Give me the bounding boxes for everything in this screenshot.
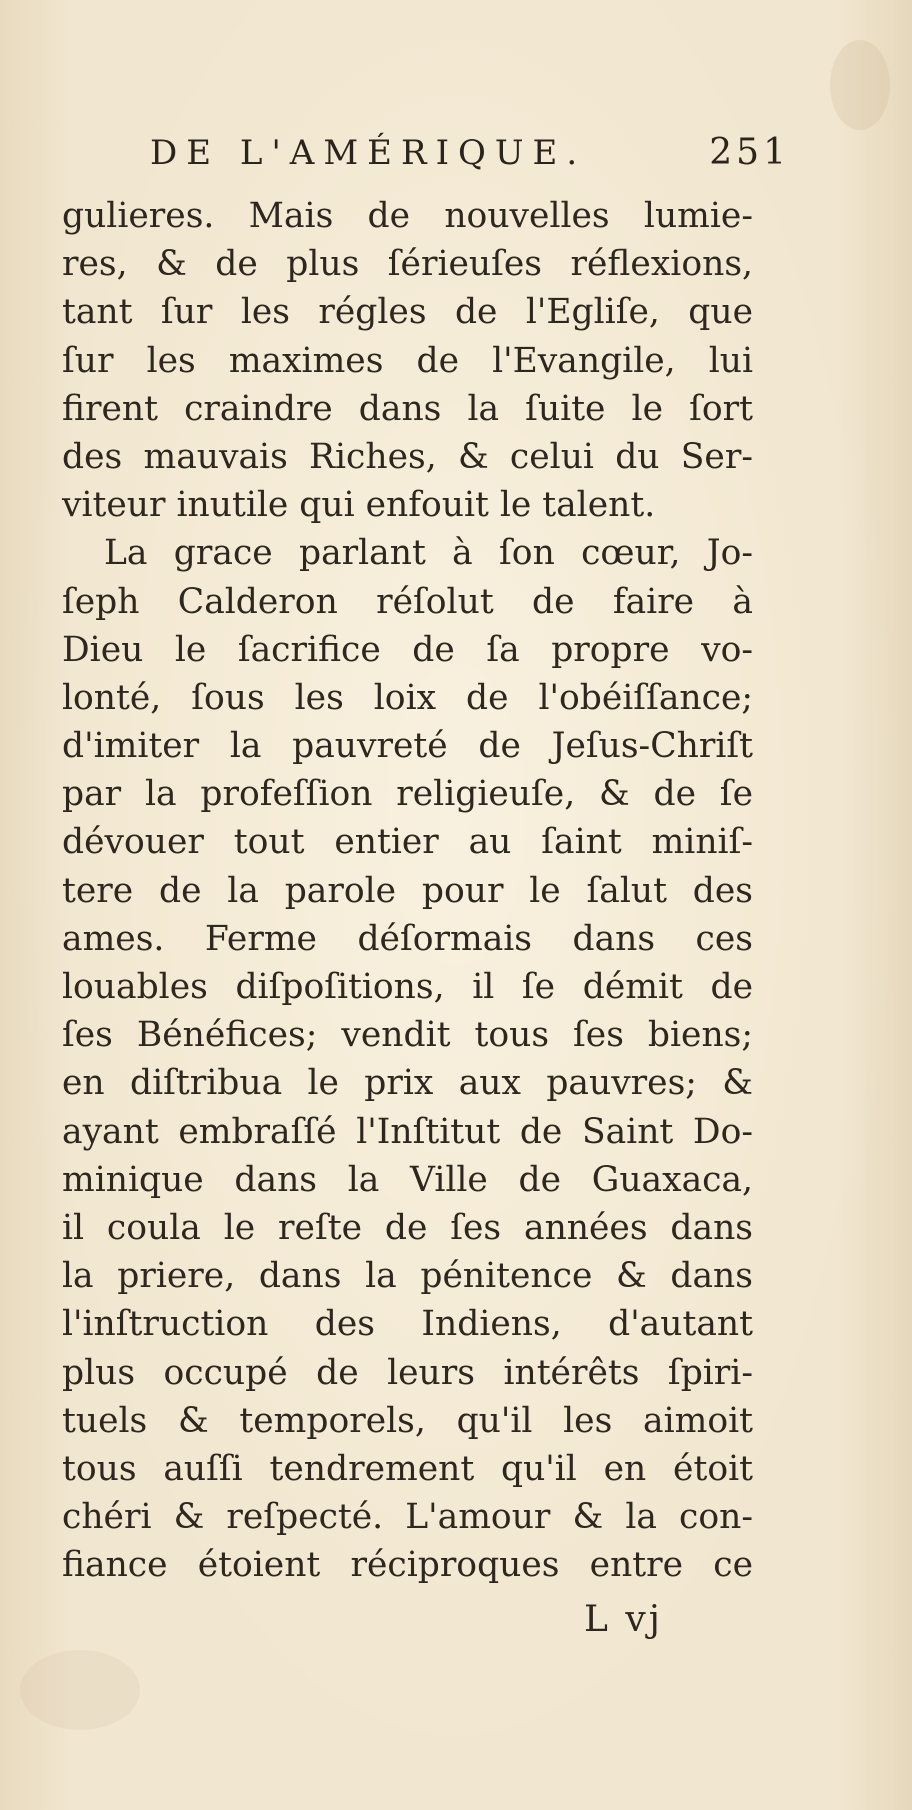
page-number: 251 [709,132,790,173]
text-line: tant ſur les régles de l'Egliſe, que [62,292,753,333]
text-line: fiance étoient réciproques entre ce [62,1545,753,1586]
text-line: ſur les maximes de l'Evangile, lui [62,340,753,381]
text-line: tuels & temporels, qu'il les aimoit [62,1400,753,1441]
text-line: la priere, dans la pénitence & dans [62,1256,753,1297]
text-line: d'imiter la pauvreté de Jeſus-Chriſt [62,726,753,767]
text-line: lonté, ſous les loix de l'obéiſſance; [62,677,753,718]
text-line: dévouer tout entier au ſaint miniſ- [62,822,753,863]
text-line: l'inſtruction des Indiens, d'autant [62,1304,753,1345]
text-line: ayant embraſſé l'Inſtitut de Saint Do- [62,1111,753,1152]
running-title: DE L'AMÉRIQUE. [150,133,587,173]
text-line: tere de la parole pour le ſalut des [62,870,753,911]
text-line: louables diſpoſitions, il ſe démit de [62,967,753,1007]
signature-mark: L vj [584,1599,663,1640]
text-line: plus occupé de leurs intérêts ſpiri- [62,1352,753,1393]
text-line: tous auſſi tendrement qu'il en étoit [62,1448,753,1489]
text-line: chéri & reſpecté. L'amour & la con- [62,1497,753,1538]
text-line: minique dans la Ville de Guaxaca, [62,1159,753,1200]
text-line: des mauvais Riches, & celui du Ser- [62,436,753,477]
text-line: res, & de plus ſérieuſes réflexions, [62,244,753,285]
text-line: viteur inutile qui enfouit le talent. [62,485,656,526]
text-line: firent craindre dans la ſuite le ſort [62,388,753,429]
body-text [62,192,753,1589]
text-line: gulieres. Mais de nouvelles lumie- [62,196,753,236]
text-line-paragraph-start: La grace parlant à ſon cœur, Jo- [104,533,753,574]
paper-stain [830,40,890,130]
text-line: par la profeſſion religieuſe, & de ſe [62,774,753,815]
paper-stain [20,1650,140,1730]
text-line: ſeph Calderon réſolut de faire à [62,581,753,622]
text-line: ames. Ferme déſormais dans ces [62,918,753,959]
text-line: Dieu le ſacrifice de ſa propre vo- [62,629,753,670]
text-line: en diſtribua le prix aux pauvres; & [62,1063,753,1104]
text-line: il coula le reſte de ſes années dans [62,1207,753,1248]
text-line: ſes Bénéfices; vendit tous ſes biens; [62,1015,753,1056]
